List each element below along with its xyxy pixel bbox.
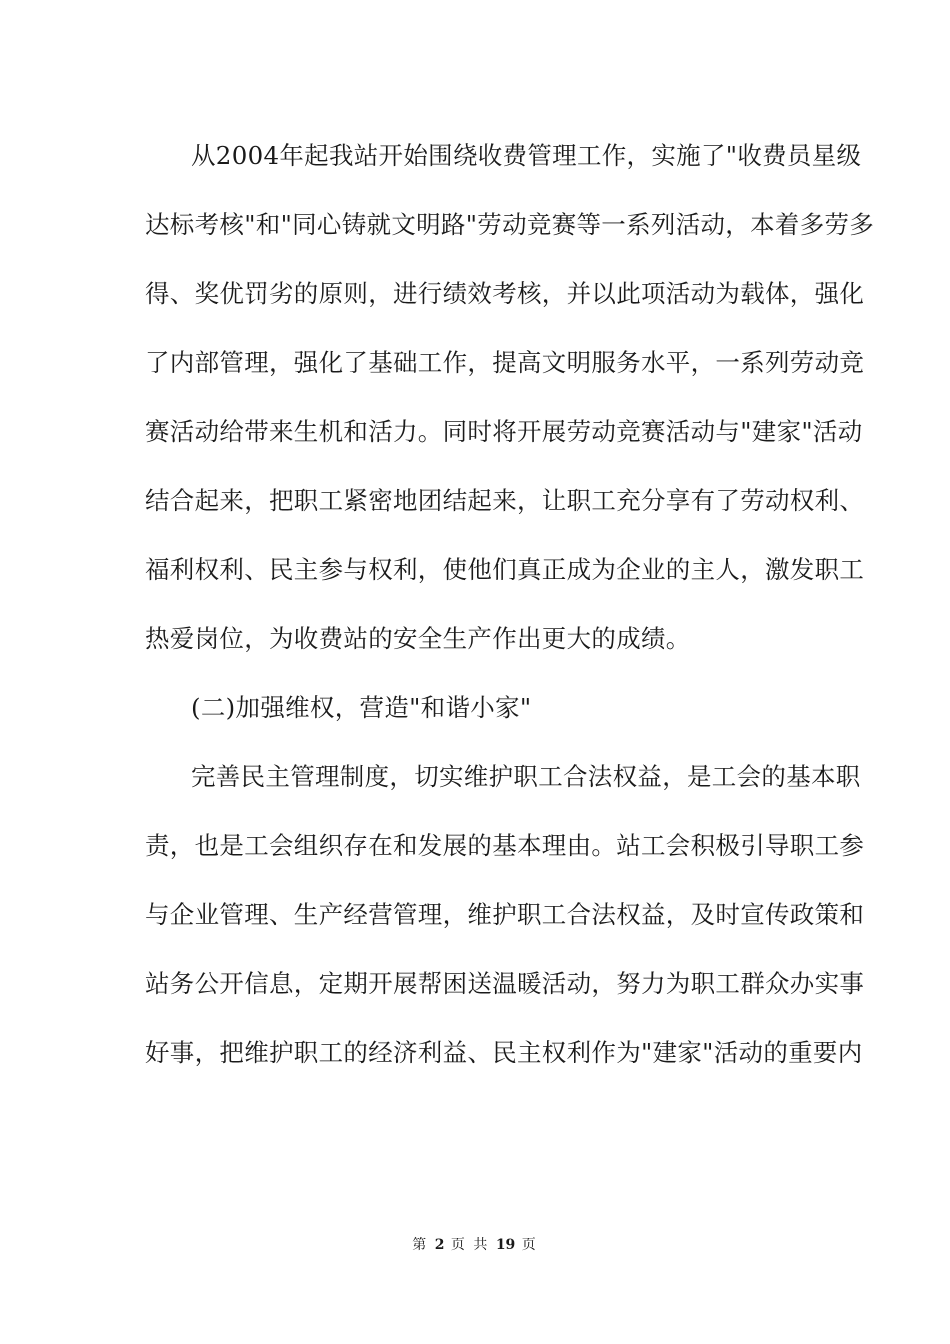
paragraph-2-line-4: 站务公开信息，定期开展帮困送温暖活动，努力为职工群众办实事	[145, 969, 865, 998]
paragraph-1-line-7: 福利权利、民主参与权利，使他们真正成为企业的主人，激发职工	[145, 555, 865, 584]
section-heading: (二)加强维权，营造"和谐小家"	[191, 693, 532, 722]
paragraph-2-line-3: 与企业管理、生产经营管理，维护职工合法权益，及时宣传政策和	[145, 900, 865, 929]
paragraph-1-line-1: 从2004年起我站开始围绕收费管理工作，实施了"收费员星级	[191, 141, 862, 170]
paragraph-2-line-2: 责，也是工会组织存在和发展的基本理由。站工会积极引导职工参	[145, 831, 865, 860]
footer-suffix: 页	[521, 1237, 538, 1253]
paragraph-1-line-2: 达标考核"和"同心铸就文明路"劳动竞赛等一系列活动，本着多劳多	[145, 210, 875, 239]
paragraph-1-line-4: 了内部管理，强化了基础工作，提高文明服务水平，一系列劳动竞	[145, 348, 865, 377]
paragraph-1-line-3: 得、奖优罚劣的原则，进行绩效考核，并以此项活动为载体，强化	[145, 279, 865, 308]
paragraph-1-line-8: 热爱岗位，为收费站的安全生产作出更大的成绩。	[145, 624, 691, 653]
paragraph-1-line-6: 结合起来，把职工紧密地团结起来，让职工充分享有了劳动权利、	[145, 486, 865, 515]
footer-prefix: 第	[412, 1237, 429, 1253]
current-page-number: 2	[434, 1237, 445, 1253]
page-footer	[0, 1236, 950, 1254]
footer-middle: 页 共	[450, 1237, 490, 1253]
paragraph-1-line-5: 赛活动给带来生机和活力。同时将开展劳动竞赛活动与"建家"活动	[145, 417, 863, 446]
total-page-count: 19	[495, 1237, 516, 1253]
paragraph-2-line-5: 好事，把维护职工的经济利益、民主权利作为"建家"活动的重要内	[145, 1038, 863, 1067]
paragraph-2-line-1: 完善民主管理制度，切实维护职工合法权益，是工会的基本职	[191, 762, 861, 791]
